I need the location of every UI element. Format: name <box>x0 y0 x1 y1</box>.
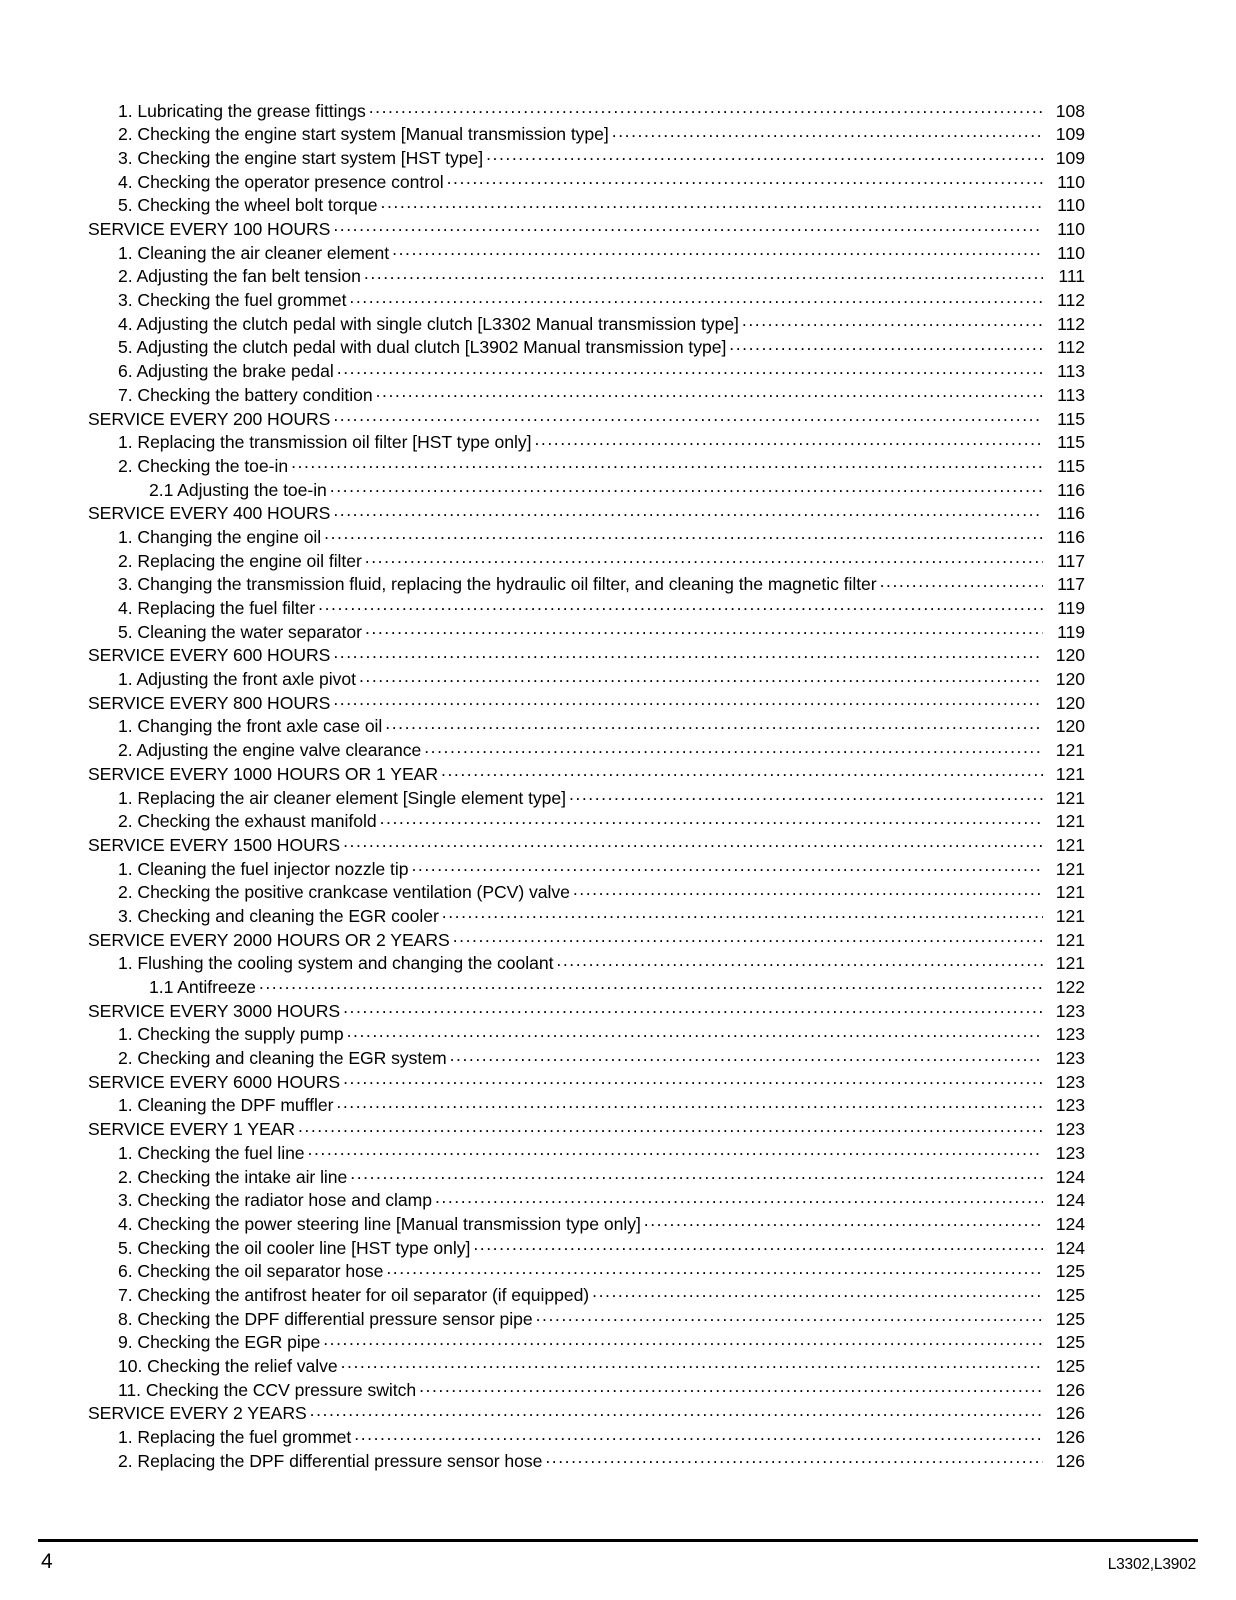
toc-entry-page-number: 126 <box>1055 1403 1085 1424</box>
toc-entry-label: 1. Replacing the transmission oil filter [HST type only] <box>118 432 532 453</box>
toc-entry-page-number: 123 <box>1055 1142 1085 1163</box>
toc-entry-label: 2. Replacing the engine oil filter <box>118 550 362 571</box>
toc-dot-leader <box>365 620 1043 638</box>
toc-dot-leader <box>556 952 1043 970</box>
footer-page-number: 4 <box>41 1550 53 1573</box>
toc-entry[interactable] <box>88 620 1085 644</box>
toc-entry[interactable] <box>88 241 1085 265</box>
toc-entry-label: SERVICE EVERY 400 HOURS <box>88 503 331 524</box>
toc-entry[interactable] <box>88 904 1085 928</box>
toc-entry-label: 1. Cleaning the air cleaner element <box>118 242 390 263</box>
toc-entry-page-number: 124 <box>1055 1166 1085 1187</box>
toc-entry-label: SERVICE EVERY 2 YEARS <box>88 1403 307 1424</box>
toc-entry-label: 2. Checking the exhaust manifold <box>118 811 377 832</box>
toc-entry[interactable] <box>88 265 1085 289</box>
toc-entry-page-number: 126 <box>1055 1450 1085 1471</box>
toc-entry[interactable] <box>88 1047 1085 1071</box>
toc-entry-page-number: 110 <box>1057 171 1085 192</box>
toc-dot-leader <box>349 289 1043 307</box>
toc-entry[interactable] <box>88 549 1085 573</box>
toc-entry-page-number: 121 <box>1055 834 1085 855</box>
toc-dot-leader <box>291 454 1043 472</box>
toc-entry-page-number: 119 <box>1057 621 1085 642</box>
toc-entry-page-number: 124 <box>1055 1237 1085 1258</box>
toc-dot-leader <box>365 549 1043 567</box>
toc-dot-leader <box>381 194 1044 212</box>
toc-entry[interactable] <box>88 1378 1085 1402</box>
toc-section-heading[interactable] <box>88 1070 1085 1094</box>
toc-entry[interactable] <box>88 478 1085 502</box>
toc-entry[interactable] <box>88 99 1085 123</box>
toc-entry-label: 8. Checking the DPF differential pressure sensor pipe <box>118 1308 533 1329</box>
toc-entry-page-number: 123 <box>1055 1048 1085 1069</box>
toc-entry-label: 1. Adjusting the front axle pivot <box>118 669 356 690</box>
toc-dot-leader <box>536 1307 1043 1325</box>
toc-section-heading[interactable] <box>88 1402 1085 1426</box>
toc-entry-label: 3. Checking and cleaning the EGR cooler <box>118 905 439 926</box>
toc-entry[interactable] <box>88 312 1085 336</box>
toc-section-heading[interactable] <box>88 928 1085 952</box>
toc-dot-leader <box>419 1378 1043 1396</box>
toc-section-heading[interactable] <box>88 217 1085 241</box>
toc-entry[interactable] <box>88 1141 1085 1165</box>
toc-entry-label: SERVICE EVERY 3000 HOURS <box>88 1000 341 1021</box>
toc-entry-label: 7. Checking the battery condition <box>118 384 373 405</box>
toc-entry-page-number: 126 <box>1055 1379 1085 1400</box>
toc-entry[interactable] <box>88 952 1085 976</box>
toc-entry-page-number: 123 <box>1055 1119 1085 1140</box>
toc-dot-leader <box>644 1212 1043 1230</box>
toc-entry-label: 1. Checking the supply pump <box>118 1024 344 1045</box>
toc-dot-leader <box>350 1165 1043 1183</box>
toc-dot-leader <box>386 1260 1043 1278</box>
toc-entry[interactable] <box>88 1307 1085 1331</box>
toc-entry[interactable] <box>88 739 1085 763</box>
toc-entry-page-number: 116 <box>1057 526 1085 547</box>
toc-dot-leader <box>545 1449 1043 1467</box>
toc-entry-label: 4. Checking the operator presence control <box>118 171 444 192</box>
toc-entry[interactable] <box>88 170 1085 194</box>
toc-entry-label: 2. Checking the engine start system [Manual transmission type] <box>118 124 609 145</box>
toc-dot-leader <box>369 99 1043 117</box>
toc-entry[interactable] <box>88 1023 1085 1047</box>
toc-entry-label: 1. Lubricating the grease fittings <box>118 100 366 121</box>
toc-entry[interactable] <box>88 1165 1085 1189</box>
toc-entry-page-number: 124 <box>1055 1213 1085 1234</box>
toc-dot-leader <box>441 762 1043 780</box>
toc-entry-label: 3. Checking the fuel grommet <box>118 290 347 311</box>
toc-dot-leader <box>450 1047 1043 1065</box>
toc-dot-leader <box>343 1070 1043 1088</box>
toc-entry-page-number: 116 <box>1057 503 1085 524</box>
toc-entry-label: 2. Replacing the DPF differential pressure sensor hose <box>118 1450 543 1471</box>
toc-entry[interactable] <box>88 336 1085 360</box>
toc-entry-label: 1. Changing the engine oil <box>118 526 322 547</box>
toc-entry[interactable] <box>88 525 1085 549</box>
toc-entry-page-number: 117 <box>1057 550 1085 571</box>
toc-entry-label: 10. Checking the relief valve <box>118 1356 338 1377</box>
toc-dot-leader <box>323 1331 1043 1349</box>
table-of-contents-list <box>88 99 1085 1473</box>
toc-entry-label: SERVICE EVERY 200 HOURS <box>88 408 331 429</box>
toc-entry-label: 9. Checking the EGR pipe <box>118 1332 321 1353</box>
toc-entry-page-number: 120 <box>1055 645 1085 666</box>
toc-entry[interactable] <box>88 1449 1085 1473</box>
toc-dot-leader <box>411 857 1043 875</box>
toc-entry-label: SERVICE EVERY 1000 HOURS OR 1 YEAR <box>88 763 439 784</box>
toc-entry-page-number: 122 <box>1055 977 1085 998</box>
toc-entry-label: SERVICE EVERY 600 HOURS <box>88 645 331 666</box>
toc-section-heading[interactable] <box>88 691 1085 715</box>
toc-entry-label: 1. Checking the fuel line <box>118 1142 305 1163</box>
toc-entry-label: 1.1 Antifreeze <box>149 977 256 998</box>
toc-entry-page-number: 110 <box>1057 195 1085 216</box>
toc-entry-label: 2. Checking the toe-in <box>118 455 289 476</box>
toc-dot-leader <box>442 904 1043 922</box>
toc-entry-page-number: 116 <box>1057 479 1085 500</box>
toc-dot-leader <box>359 668 1043 686</box>
toc-entry[interactable] <box>88 454 1085 478</box>
toc-entry-label: 2.1 Adjusting the toe-in <box>149 479 327 500</box>
toc-entry-label: SERVICE EVERY 100 HOURS <box>88 219 331 240</box>
toc-entry-label: 1. Cleaning the DPF muffler <box>118 1095 334 1116</box>
toc-entry-label: 5. Checking the oil cooler line [HST type only] <box>118 1237 471 1258</box>
toc-entry[interactable] <box>88 857 1085 881</box>
toc-dot-leader <box>569 786 1043 804</box>
toc-entry[interactable] <box>88 975 1085 999</box>
toc-entry-page-number: 108 <box>1055 100 1085 121</box>
toc-dot-leader <box>364 265 1043 283</box>
toc-entry-label: 1. Flushing the cooling system and changing the coolant <box>118 953 554 974</box>
toc-entry-page-number: 125 <box>1055 1261 1085 1282</box>
toc-entry-page-number: 124 <box>1055 1190 1085 1211</box>
toc-entry-page-number: 126 <box>1055 1427 1085 1448</box>
toc-entry[interactable] <box>88 1260 1085 1284</box>
toc-dot-leader <box>573 881 1043 899</box>
toc-entry-page-number: 123 <box>1055 1095 1085 1116</box>
toc-entry-page-number: 109 <box>1055 124 1085 145</box>
toc-entry[interactable] <box>88 1189 1085 1213</box>
toc-dot-leader <box>333 217 1043 235</box>
toc-dot-leader <box>592 1283 1043 1301</box>
toc-entry-page-number: 123 <box>1055 1000 1085 1021</box>
toc-entry-page-number: 121 <box>1055 763 1085 784</box>
toc-entry-label: 4. Adjusting the clutch pedal with single clutch [L3302 Manual transmission type] <box>118 313 739 334</box>
toc-entry[interactable] <box>88 1283 1085 1307</box>
toc-entry-page-number: 121 <box>1055 929 1085 950</box>
toc-entry[interactable] <box>88 810 1085 834</box>
toc-entry-label: 2. Checking the positive crankcase ventilation (PCV) valve <box>118 882 570 903</box>
toc-entry-page-number: 112 <box>1057 290 1085 311</box>
toc-entry[interactable] <box>88 1354 1085 1378</box>
toc-dot-leader <box>392 241 1043 259</box>
toc-dot-leader <box>435 1189 1043 1207</box>
toc-dot-leader <box>453 928 1043 946</box>
toc-entry-page-number: 123 <box>1055 1024 1085 1045</box>
toc-entry[interactable] <box>88 431 1085 455</box>
toc-entry-page-number: 125 <box>1055 1332 1085 1353</box>
toc-entry[interactable] <box>88 1426 1085 1450</box>
toc-entry-label: 4. Checking the power steering line [Manual transmission type only] <box>118 1213 641 1234</box>
toc-section-heading[interactable] <box>88 762 1085 786</box>
toc-entry-page-number: 121 <box>1055 740 1085 761</box>
toc-entry-page-number: 110 <box>1057 242 1085 263</box>
toc-entry-label: 4. Replacing the fuel filter <box>118 598 316 619</box>
toc-dot-leader <box>341 1354 1043 1372</box>
toc-entry[interactable] <box>88 1236 1085 1260</box>
toc-entry-page-number: 113 <box>1057 361 1085 382</box>
toc-dot-leader <box>380 810 1043 828</box>
toc-dot-leader <box>424 739 1043 757</box>
toc-dot-leader <box>486 146 1043 164</box>
toc-section-heading[interactable] <box>88 833 1085 857</box>
toc-dot-leader <box>343 999 1043 1017</box>
toc-entry-page-number: 115 <box>1057 455 1085 476</box>
toc-dot-leader <box>385 715 1043 733</box>
toc-entry-label: 6. Adjusting the brake pedal <box>118 361 334 382</box>
toc-dot-leader <box>534 431 1043 449</box>
toc-entry-label: 5. Checking the wheel bolt torque <box>118 195 378 216</box>
toc-dot-leader <box>880 573 1043 591</box>
toc-entry-page-number: 121 <box>1055 905 1085 926</box>
toc-dot-leader <box>330 478 1043 496</box>
toc-entry[interactable] <box>88 881 1085 905</box>
toc-section-heading[interactable] <box>88 999 1085 1023</box>
toc-dot-leader <box>333 644 1043 662</box>
toc-entry[interactable] <box>88 1212 1085 1236</box>
toc-dot-leader <box>473 1236 1043 1254</box>
toc-entry-label: SERVICE EVERY 1500 HOURS <box>88 834 341 855</box>
toc-section-heading[interactable] <box>88 407 1085 431</box>
toc-entry[interactable] <box>88 194 1085 218</box>
toc-entry[interactable] <box>88 383 1085 407</box>
toc-entry-page-number: 112 <box>1057 337 1085 358</box>
toc-entry[interactable] <box>88 786 1085 810</box>
toc-entry-label: SERVICE EVERY 1 YEAR <box>88 1119 295 1140</box>
toc-entry-page-number: 125 <box>1055 1308 1085 1329</box>
toc-entry-label: SERVICE EVERY 2000 HOURS OR 2 YEARS <box>88 929 450 950</box>
toc-entry-page-number: 121 <box>1055 811 1085 832</box>
toc-entry-label: 3. Checking the engine start system [HST type] <box>118 147 484 168</box>
toc-entry-label: 1. Changing the front axle case oil <box>118 716 383 737</box>
toc-entry-label: 3. Checking the radiator hose and clamp <box>118 1190 432 1211</box>
toc-entry-label: 5. Cleaning the water separator <box>118 621 362 642</box>
toc-entry-label: 2. Adjusting the engine valve clearance <box>118 740 422 761</box>
footer-model-code: L3302,L3902 <box>1107 1556 1196 1573</box>
toc-entry-page-number: 119 <box>1057 598 1085 619</box>
toc-entry-page-number: 125 <box>1055 1284 1085 1305</box>
toc-entry-page-number: 123 <box>1055 1071 1085 1092</box>
toc-dot-leader <box>259 975 1043 993</box>
toc-entry-label: 5. Adjusting the clutch pedal with dual clutch [L3902 Manual transmission type] <box>118 337 727 358</box>
toc-dot-leader <box>376 383 1043 401</box>
toc-dot-leader <box>343 833 1043 851</box>
toc-entry-page-number: 115 <box>1057 432 1085 453</box>
toc-entry-label: 6. Checking the oil separator hose <box>118 1261 384 1282</box>
toc-entry[interactable] <box>88 1331 1085 1355</box>
toc-entry-page-number: 113 <box>1057 384 1085 405</box>
toc-entry[interactable] <box>88 360 1085 384</box>
toc-entry[interactable] <box>88 668 1085 692</box>
toc-entry[interactable] <box>88 596 1085 620</box>
toc-dot-leader <box>298 1118 1043 1136</box>
toc-entry-label: 11. Checking the CCV pressure switch <box>118 1379 417 1400</box>
toc-entry-label: SERVICE EVERY 800 HOURS <box>88 692 331 713</box>
toc-entry-label: 1. Replacing the fuel grommet <box>118 1427 352 1448</box>
toc-section-heading[interactable] <box>88 502 1085 526</box>
toc-entry-label: 2. Adjusting the fan belt tension <box>118 266 361 287</box>
toc-dot-leader <box>729 336 1043 354</box>
toc-entry[interactable] <box>88 146 1085 170</box>
toc-section-heading[interactable] <box>88 1118 1085 1142</box>
toc-entry-page-number: 117 <box>1057 574 1085 595</box>
toc-entry-page-number: 121 <box>1055 882 1085 903</box>
toc-dot-leader <box>447 170 1043 188</box>
toc-entry-page-number: 121 <box>1055 787 1085 808</box>
toc-dot-leader <box>310 1402 1043 1420</box>
footer-divider <box>38 1539 1198 1542</box>
toc-entry[interactable] <box>88 1094 1085 1118</box>
toc-entry[interactable] <box>88 123 1085 147</box>
toc-dot-leader <box>347 1023 1043 1041</box>
toc-entry-label: 2. Checking the intake air line <box>118 1166 348 1187</box>
toc-entry-label: 7. Checking the antifrost heater for oil separator (if equipped) <box>118 1284 590 1305</box>
toc-entry[interactable] <box>88 289 1085 313</box>
toc-entry[interactable] <box>88 715 1085 739</box>
toc-entry-page-number: 112 <box>1057 313 1085 334</box>
toc-dot-leader <box>333 502 1043 520</box>
toc-entry-page-number: 121 <box>1055 858 1085 879</box>
toc-entry-page-number: 121 <box>1055 953 1085 974</box>
toc-entry-label: 1. Cleaning the fuel injector nozzle tip <box>118 858 409 879</box>
toc-dot-leader <box>308 1141 1043 1159</box>
toc-dot-leader <box>354 1426 1043 1444</box>
toc-entry-page-number: 115 <box>1057 408 1085 429</box>
toc-entry-label: 3. Changing the transmission fluid, replacing the hydraulic oil filter, and cleaning the magnetic filter <box>118 574 877 595</box>
toc-dot-leader <box>318 596 1043 614</box>
toc-entry-label: SERVICE EVERY 6000 HOURS <box>88 1071 341 1092</box>
toc-entry-page-number: 110 <box>1057 219 1085 240</box>
toc-entry-page-number: 109 <box>1055 147 1085 168</box>
toc-dot-leader <box>337 360 1043 378</box>
toc-entry-label: 1. Replacing the air cleaner element [Single element type] <box>118 787 566 808</box>
toc-entry-page-number: 120 <box>1055 692 1085 713</box>
toc-entry-page-number: 120 <box>1055 669 1085 690</box>
toc-entry-page-number: 125 <box>1055 1356 1085 1377</box>
toc-dot-leader <box>612 123 1043 141</box>
toc-dot-leader <box>336 1094 1043 1112</box>
toc-entry-page-number: 120 <box>1055 716 1085 737</box>
toc-entry[interactable] <box>88 573 1085 597</box>
toc-entry-page-number: 111 <box>1058 266 1085 287</box>
toc-section-heading[interactable] <box>88 644 1085 668</box>
toc-dot-leader <box>742 312 1043 330</box>
toc-dot-leader <box>333 407 1043 425</box>
toc-entry-label: 2. Checking and cleaning the EGR system <box>118 1048 447 1069</box>
toc-dot-leader <box>324 525 1043 543</box>
toc-dot-leader <box>333 691 1043 709</box>
